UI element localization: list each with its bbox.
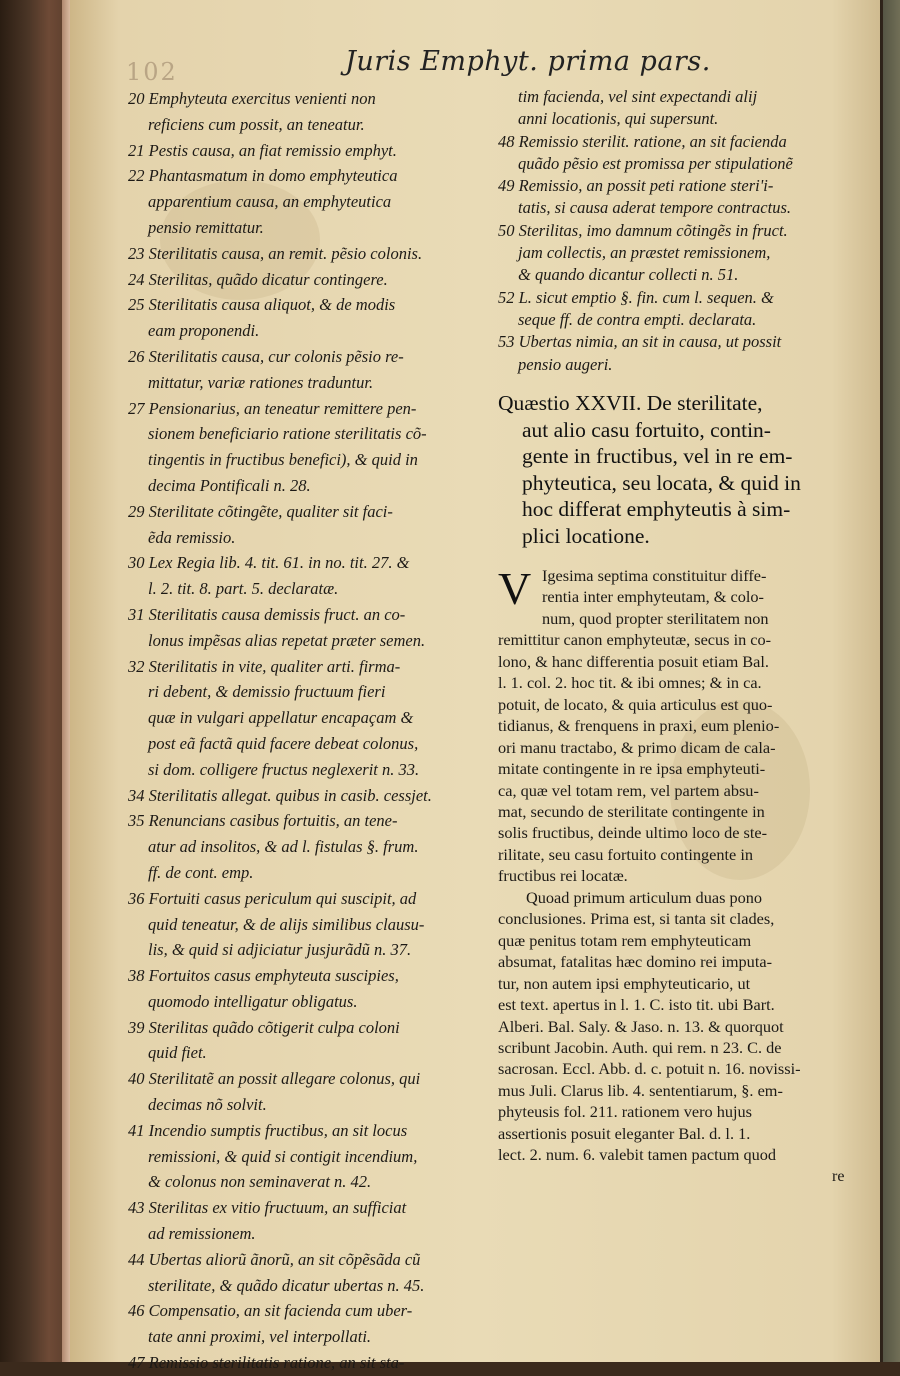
index-entry: 41 Incendio sumptis fructibus, an sit locus (128, 1120, 408, 1140)
left-index-column (128, 86, 483, 1376)
heading-line: gente in fructibus, vel in re em- (522, 444, 793, 468)
index-entry: tim facienda, vel sint expectandi alij (518, 87, 758, 106)
index-entry: tate anni proximi, vel interpollati. (148, 1327, 372, 1347)
body-line: tidianus, & frenquens in praxi, eum plenio- (498, 716, 780, 736)
catchword: re (832, 1168, 845, 1185)
next-page-edge (880, 0, 900, 1362)
body-line: phyteusis fol. 211. rationem vero hujus (498, 1102, 752, 1122)
index-entry: ad remissionem. (148, 1224, 256, 1244)
index-entry: 40 Sterilitatẽ an possit allegare colonus, qui (128, 1069, 421, 1089)
body-line: assertionis posuit eleganter Bal. d. l. 1. (498, 1123, 751, 1143)
index-entry: l. 2. tit. 8. part. 5. declaratæ. (148, 579, 339, 599)
index-entry: 26 Sterilitatis causa, cur colonis pẽsio re- (128, 346, 404, 366)
index-entry: 35 Renuncians casibus fortuitis, an tene- (128, 811, 398, 831)
index-entry: 43 Sterilitas ex vitio fructuum, an sufficiat (128, 1198, 407, 1218)
index-entry: & quando dicantur collecti n. 51. (518, 265, 739, 285)
body-line: scribunt Jacobin. Auth. qui rem. n 23. C. de (498, 1037, 782, 1057)
index-entry: 46 Compensatio, an sit facienda cum uber- (128, 1301, 413, 1321)
next-leaf (883, 0, 900, 1362)
body-line: est text. apertus in l. 1. C. isto tit. ubi Bart. (498, 995, 775, 1015)
index-entry: 32 Sterilitatis in vite, qualiter arti. firma- (128, 656, 401, 676)
drop-initial: V (498, 563, 532, 614)
body-line: mitate contingente in re ipsa emphyteuti- (498, 759, 766, 779)
index-entry: quãdo pẽsio est promissa per stipulationẽ (518, 153, 793, 173)
index-entry: seque ff. de contra empti. declarata. (518, 309, 757, 329)
body-line: mus Juli. Clarus lib. 4. sententiarum, §. em- (498, 1080, 783, 1100)
body-line: ori manu tractabo, & primo dicam de cala- (498, 737, 776, 757)
body-line: lono, & hanc differentia posuit etiam Bal. (498, 651, 769, 671)
index-entry: remissioni, & quid si contigit incendium, (148, 1146, 418, 1166)
heading-line: Quæstio XXVII. De sterilitate, (498, 391, 763, 415)
body-line: quæ penitus totam rem emphyteuticam (498, 930, 752, 950)
index-entry: eam proponendi. (148, 321, 260, 341)
body-line: Alberi. Bal. Saly. & Jaso. n. 13. & quorquot (498, 1016, 784, 1036)
index-entry: 48 Remissio sterilit. ratione, an sit facienda (498, 131, 787, 151)
index-entry: quomodo intelligatur obligatus. (148, 991, 358, 1011)
body-line: lect. 2. num. 6. valebit tamen pactum quod (498, 1145, 777, 1165)
body-line: remittitur canon emphyteutæ, secus in co- (498, 630, 772, 650)
index-entry: 50 Sterilitas, imo damnum cõtingẽs in fruct. (498, 220, 788, 240)
index-entry: si dom. colligere fructus neglexerit n. 33. (148, 759, 420, 779)
index-entry: 22 Phantasmatum in domo emphyteutica (128, 166, 398, 186)
body-line: potuit, de locato, & quia articulus est quo- (498, 694, 773, 714)
body-line: mat, secundo de sterilitate contingente in (498, 801, 765, 821)
right-index-column (498, 86, 854, 376)
index-entry: post eã factã quid facere debeat colonus, (148, 733, 419, 753)
index-entry: 20 Emphyteuta exercitus venienti non (128, 89, 376, 108)
body-line: Quoad primum articulum duas pono (526, 887, 763, 907)
book-binding (0, 0, 70, 1362)
index-entry: quid teneatur, & de alijs similibus clausu- (148, 914, 425, 934)
body-line: sacrosan. Eccl. Abb. d. c. potuit n. 16. novissi- (498, 1059, 801, 1079)
index-entry: 34 Sterilitatis allegat. quibus in casib. cessjet. (128, 785, 432, 805)
index-entry: 23 Sterilitatis causa, an remit. pẽsio colonis. (128, 243, 423, 263)
body-line: ca, quæ vel totam rem, vel partem absu- (498, 780, 759, 800)
body-line: Igesima septima constituitur diffe- (542, 566, 767, 585)
index-entry: quæ in vulgari appellatur encapaçam & (148, 708, 414, 728)
index-entry: ri debent, & demissio fructuum fieri (148, 682, 386, 702)
body-line: rilitate, seu casu fortuito contingente in (498, 844, 753, 864)
body-line: rentia inter emphyteutam, & colo- (542, 587, 764, 607)
index-entry: 24 Sterilitas, quãdo dicatur contingere. (128, 269, 388, 289)
index-entry: tatis, si causa aderat tempore contractus. (518, 198, 791, 218)
index-entry: 36 Fortuiti casus periculum qui suscipit, ad (128, 888, 417, 908)
index-entry: decimas nõ solvit. (148, 1095, 267, 1115)
index-entry: 25 Sterilitatis causa aliquot, & de modis (128, 295, 396, 315)
question-heading (498, 390, 858, 549)
index-entry: pensio augeri. (518, 354, 613, 374)
index-entry: quid fiet. (148, 1043, 207, 1063)
index-entry: mittatur, variæ rationes traduntur. (148, 372, 374, 392)
index-entry: lis, & quid si adjiciatur jusjurãdũ n. 37. (148, 940, 412, 960)
index-entry: 27 Pensionarius, an teneatur remittere pen- (128, 398, 417, 418)
index-entry: 38 Fortuitos casus emphyteuta suscipies, (128, 966, 399, 986)
index-entry: lonus impẽsas alias repetat præter semen. (148, 630, 426, 650)
index-entry: 30 Lex Regia lib. 4. tit. 61. in no. tit. 27. & (128, 553, 410, 573)
body-text (498, 565, 856, 1166)
index-entry: anni locationis, qui supersunt. (518, 109, 719, 129)
index-entry: ff. de cont. emp. (148, 862, 254, 882)
heading-line: phyteutica, seu locata, & quid in (522, 470, 801, 495)
index-entry: sionem beneficiario ratione sterilitatis cõ- (148, 424, 427, 444)
index-entry: tingentis in fructibus benefici), & quid in (148, 450, 418, 470)
body-line: conclusiones. Prima est, si tanta sit clades, (498, 909, 775, 929)
body-line: l. 1. col. 2. hoc tit. & ibi omnes; & in ca. (498, 673, 762, 693)
index-entry: pensio remittatur. (148, 217, 264, 237)
running-head: Juris Emphyt. prima pars. (345, 46, 711, 77)
index-entry: decima Pontificali n. 28. (148, 475, 311, 495)
index-entry: reficiens cum possit, an teneatur. (148, 114, 365, 134)
heading-line: hoc differat emphyteutis à sim- (522, 497, 791, 521)
index-entry: 52 L. sicut emptio §. fin. cum l. sequen. & (498, 287, 774, 307)
index-entry: apparentium causa, an emphyteutica (148, 192, 392, 212)
index-entry: sterilitate, & quãdo dicatur ubertas n. 45. (148, 1275, 425, 1295)
body-line: num, quod propter sterilitatem non (542, 608, 769, 628)
index-entry: 31 Sterilitatis causa demissis fruct. an co- (128, 604, 406, 624)
heading-line: aut alio casu fortuito, contin- (522, 417, 771, 442)
index-entry: 21 Pestis causa, an fiat remissio emphyt. (128, 140, 397, 160)
page-gutter-edge (62, 0, 70, 1362)
index-entry: & colonus non seminaverat n. 42. (148, 1172, 372, 1192)
body-line: fructibus rei locatæ. (498, 866, 628, 886)
index-entry: 39 Sterilitas quãdo cõtigerit culpa coloni (128, 1017, 400, 1037)
index-entry: 47 Remissio sterilitatis ratione, an sit sta- (128, 1353, 405, 1373)
heading-line: plici locatione. (522, 523, 650, 548)
index-entry: ẽda remissio. (148, 527, 236, 547)
index-entry: 49 Remissio, an possit peti ratione steri'i- (498, 176, 774, 196)
page-number: 102 (126, 58, 178, 86)
index-entry: 44 Ubertas aliorũ ãnorũ, an sit cõpẽsãda cũ (128, 1249, 421, 1269)
index-entry: 53 Ubertas nimia, an sit in causa, ut possit (498, 332, 782, 352)
index-entry: atur ad insolitos, & ad l. fistulas §. frum. (148, 837, 419, 857)
body-line: solis fructibus, deinde ultimo loco de ste- (498, 823, 768, 843)
body-line: absumat, fatalitas hæc domino rei imputa- (498, 952, 772, 972)
body-line: tur, non autem ipsi emphyteuticario, ut (498, 973, 751, 993)
index-entry: 29 Sterilitate cõtingẽte, qualiter sit faci- (128, 501, 393, 521)
index-entry: jam collectis, an præstet remissionem, (518, 243, 771, 263)
